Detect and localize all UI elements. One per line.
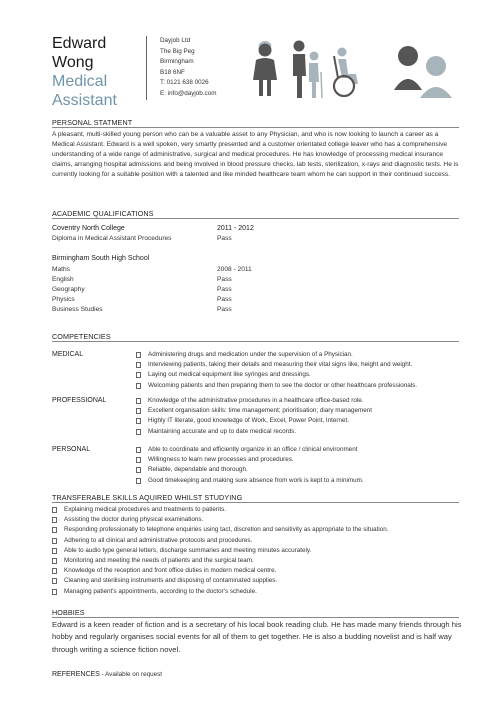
contact-company: Dayjob Ltd <box>160 37 191 44</box>
subject-name: Business Studies <box>52 306 103 313</box>
checkbox-bullet-icon <box>136 467 141 473</box>
doctor-patient-icon <box>392 38 462 102</box>
list-item: Adhering to all clinical and administrative protocols and procedures. <box>52 536 462 546</box>
personal-statement-text: A pleasant, multi-skilled young person who can be a valuable asset to any Physician, and who is now looking to launch a career as a Medical Assistant. Edward is a well spoken, very smartly presented and a customer orientated college leaver who has a comprehensive understanding of a wide range of administrative, surgical and medical procedures. He has knowledge of processing medical insurance claims, arranging hospital admissions and being involved in blood pressure checks, lab tests, sterilization, x-rays and diagnostic tests. He is currently looking for a suitable position with a talented and like minded healthcare team whom he can support in their continued success. <box>52 131 459 179</box>
checkbox-bullet-icon <box>136 372 141 378</box>
subject-name: Maths <box>52 266 70 273</box>
transferable-skills-rule <box>52 502 459 503</box>
list-item: Assisting the doctor during physical examinations. <box>52 515 462 525</box>
list-item: Willingness to learn new processes and procedures. <box>136 455 466 465</box>
list-item: Good timekeeping and making sure absence from work is kept to a minimum. <box>136 476 466 486</box>
personal-statement-rule <box>52 127 459 128</box>
contact-email: E: info@dayjob.com <box>160 89 217 97</box>
subject-result: Pass <box>217 286 232 293</box>
college-course: Diploma in Medical Assistant Procedures <box>52 235 172 242</box>
checkbox-bullet-icon <box>136 362 141 368</box>
checkbox-bullet-icon <box>52 548 57 554</box>
checkbox-bullet-icon <box>136 478 141 484</box>
checkbox-bullet-icon <box>52 517 57 523</box>
subject-result: Pass <box>217 296 232 303</box>
college-name: Coventry North College <box>52 225 125 232</box>
job-title-line-2: Assistant <box>52 92 117 109</box>
list-item: Responding professionally to telephone enquiries using tact, discretion and sensitivity as appropriate to the situation. <box>52 525 462 535</box>
checkbox-bullet-icon <box>52 507 57 513</box>
checkbox-bullet-icon <box>136 383 141 389</box>
contact-address-1: The Big Peg <box>160 47 195 55</box>
school-row <box>52 255 462 265</box>
references-label: REFERENCES <box>52 671 100 678</box>
school-name: Birmingham South High School <box>52 255 150 262</box>
list-item: Knowledge of the reception and front office duties in modern medical centre. <box>52 566 462 576</box>
list-item: Monitoring and meeting the needs of patients and the surgical team. <box>52 556 462 566</box>
checkbox-bullet-icon <box>136 429 141 435</box>
contact-phone: T: 0121 638 0026 <box>160 79 209 87</box>
subject-name: Physics <box>52 296 75 303</box>
professional-competency-list <box>136 396 466 437</box>
hobbies-rule <box>52 617 459 618</box>
college-row <box>52 225 462 235</box>
medical-competency-list <box>136 350 466 391</box>
academic-heading: ACADEMIC QUALIFICATIONS <box>52 209 154 218</box>
subject-row <box>52 266 462 276</box>
list-item: Knowledge of the administrative procedures in a healthcare office-based role. <box>136 396 466 406</box>
checkbox-bullet-icon <box>52 568 57 574</box>
wheelchair-icon <box>328 38 364 102</box>
list-item: Maintaining accurate and up to date medical records. <box>136 427 466 437</box>
college-course-row <box>52 235 462 245</box>
hobbies-heading: HOBBIES <box>52 608 85 617</box>
college-years: 2011 - 2012 <box>217 225 254 232</box>
subject-name: English <box>52 276 74 283</box>
contact-details <box>160 36 216 100</box>
subject-result: 2008 - 2011 <box>217 266 252 273</box>
checkbox-bullet-icon <box>136 408 141 414</box>
contact-postcode: B18 6NF <box>160 68 185 76</box>
checkbox-bullet-icon <box>136 352 141 358</box>
checkbox-bullet-icon <box>52 558 57 564</box>
references-value: - Available on request <box>99 671 163 678</box>
checkbox-bullet-icon <box>52 538 57 544</box>
first-name: Edward <box>52 35 107 52</box>
subject-row <box>52 276 462 286</box>
subject-row <box>52 286 462 296</box>
list-item: Explaining medical procedures and treatments to patients. <box>52 505 462 515</box>
competency-label-professional: PROFESSIONAL <box>52 397 107 404</box>
list-item: Excellent organisation skills: time management; prioritisation; diary management <box>136 406 466 416</box>
list-item: Highly IT literate, good knowledge of Work, Excel, Power Point, Internet. <box>136 416 466 426</box>
competency-label-personal: PERSONAL <box>52 446 91 453</box>
list-item: Administering drugs and medication under the supervision of a Physician. <box>136 350 466 360</box>
elderly-caregiver-icon <box>288 38 324 102</box>
job-title-line-1: Medical <box>52 73 108 90</box>
nurse-icon <box>250 38 280 100</box>
list-item: Cleaning and sterilising instruments and disposing of contaminated supplies. <box>52 576 462 586</box>
checkbox-bullet-icon <box>52 527 57 533</box>
references <box>52 671 162 678</box>
list-item: Welcoming patients and then preparing them to see the doctor or other healthcare professionals. <box>136 381 466 391</box>
subject-row <box>52 296 462 306</box>
list-item: Able to coordinate and efficiently organize in an office / clinical environment <box>136 445 466 455</box>
list-item: Laying out medical equipment like syringes and dressings. <box>136 370 466 380</box>
competencies-rule <box>52 341 459 342</box>
competencies-heading: COMPETENCIES <box>52 332 111 341</box>
checkbox-bullet-icon <box>136 398 141 404</box>
subject-row <box>52 306 462 316</box>
list-item: Able to audio type general letters, discharge summaries and meeting minutes accurately. <box>52 546 462 556</box>
list-item: Interviewing patients, taking their details and measuring their vital signs like, height and weight. <box>136 360 466 370</box>
transferable-skills-list <box>52 505 462 597</box>
contact-city: Birmingham <box>160 58 194 66</box>
competency-label-medical: MEDICAL <box>52 351 84 358</box>
subject-result: Pass <box>217 276 232 283</box>
personal-competency-list <box>136 445 466 486</box>
checkbox-bullet-icon <box>52 589 57 595</box>
last-name: Wong <box>52 54 94 71</box>
list-item: Managing patient's appointments, according to the doctor's schedule. <box>52 587 462 597</box>
name-block <box>52 34 142 110</box>
college-result: Pass <box>217 235 232 242</box>
header-divider <box>146 36 147 100</box>
subject-result: Pass <box>217 306 232 313</box>
checkbox-bullet-icon <box>52 578 57 584</box>
checkbox-bullet-icon <box>136 457 141 463</box>
header-icons <box>250 38 465 104</box>
checkbox-bullet-icon <box>136 418 141 424</box>
personal-statement-heading: PERSONAL STATMENT <box>52 118 133 127</box>
transferable-skills-heading: TRANSFERABLE SKILLS AQUIRED WHILST STUDYING <box>52 493 243 502</box>
list-item: Reliable, dependable and thorough. <box>136 465 466 475</box>
academic-rule <box>52 218 459 219</box>
subject-name: Geography <box>52 286 85 293</box>
hobbies-text: Edward is a keen reader of fiction and is a secretary of his local book reading club. He has made many friends through his hobby and regularly organises social events for all of them to get together. He is also a budding novelist and is half way through writing a science fiction novel. <box>52 620 462 654</box>
checkbox-bullet-icon <box>136 447 141 453</box>
